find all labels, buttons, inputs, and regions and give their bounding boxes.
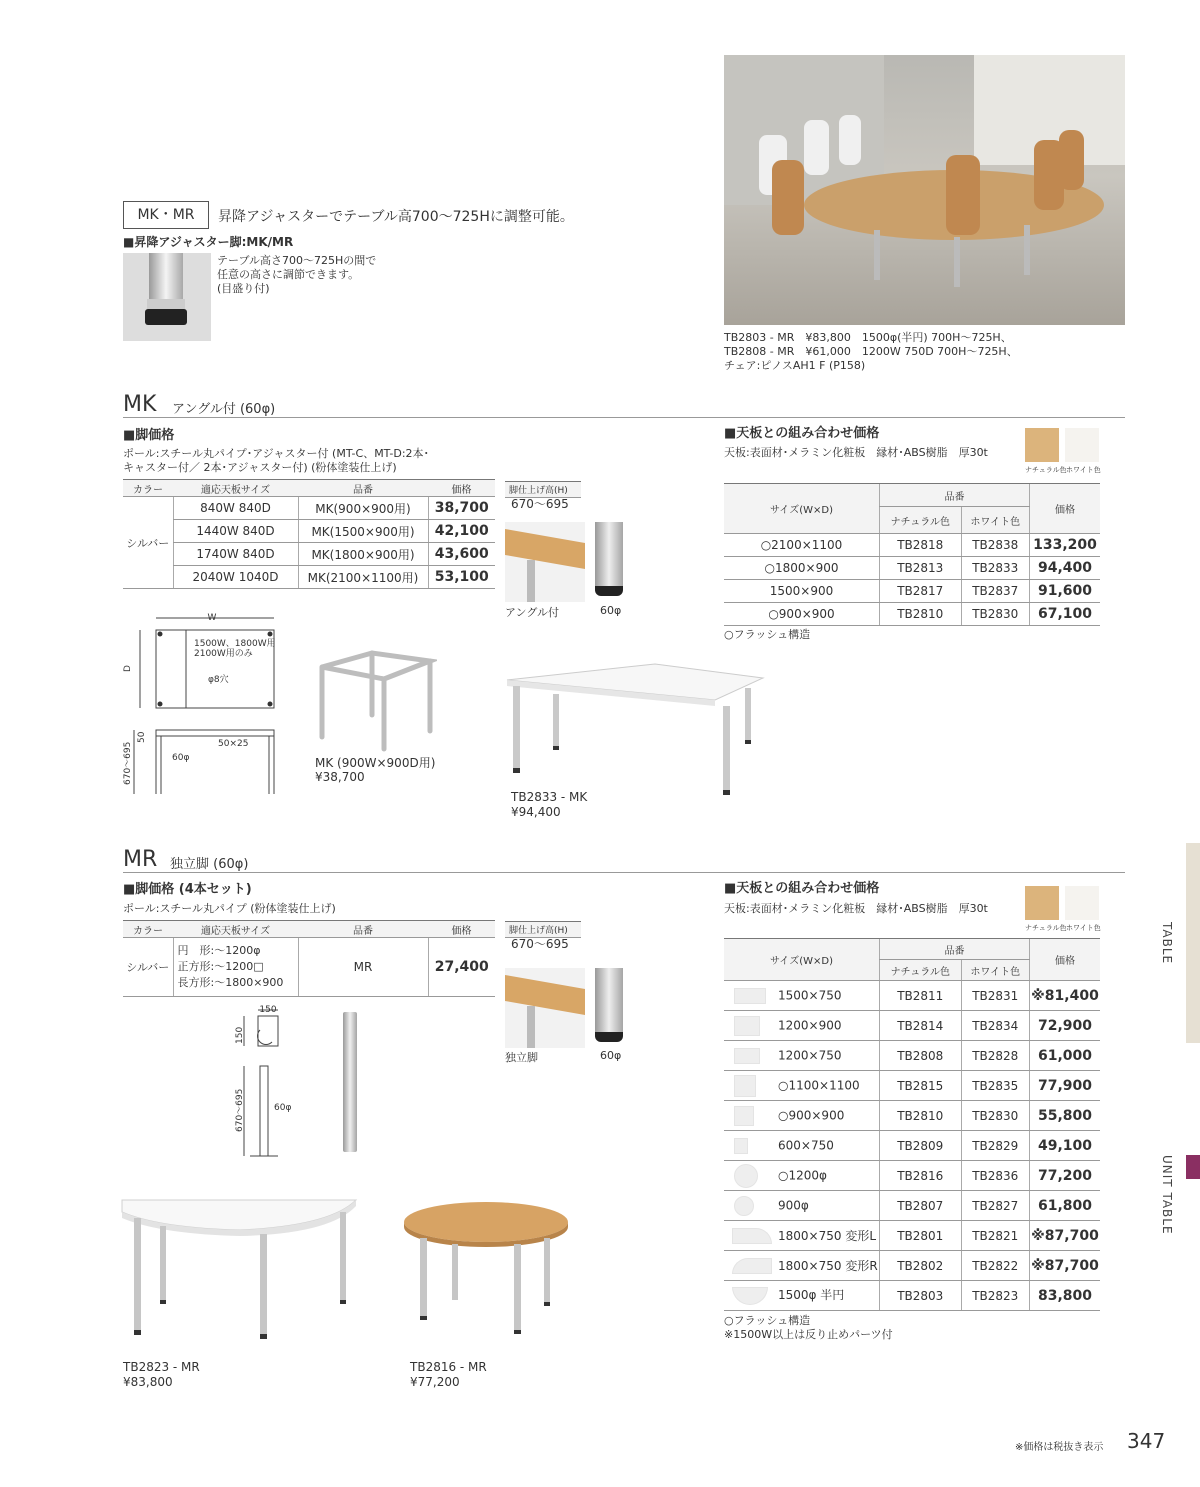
mk-title: MK — [123, 392, 157, 417]
mkmr-tag: MK・MR — [123, 201, 209, 229]
dia-w: W — [207, 613, 217, 623]
table-row: ○1100×1100 TB2815 TB2835 77,900 — [724, 1071, 1100, 1101]
mr-dia-caption: 60φ — [600, 1049, 622, 1062]
mr-swatch-white — [1065, 886, 1099, 920]
dia-angle: 50×25 — [218, 739, 249, 749]
mk-frame-caption: MK (900W×900D用) ¥38,700 — [315, 756, 436, 784]
mr-height-label: 脚仕上げ高(H) — [505, 921, 581, 938]
side-label-unit-table: UNIT TABLE — [1160, 1155, 1174, 1235]
table-row: シルバー 840W 840D MK(900×900用) 38,700 — [123, 497, 495, 520]
mk-leg-price-table — [123, 479, 495, 589]
table-row: ○1800×900 TB2813 TB2833 94,400 — [724, 557, 1100, 580]
mr-combo-table: サイズ(W×D) 品番 価格 ナチュラル色 ホワイト色 1500×750 TB2811 TB2831 ※81,400 1200×900 TB2814 TB2834 72,900 1200×750 TB2808 TB2828 61,000 ○1100×1100 TB2815 TB2835 77,900 ○900×900 TB2810 TB2830 55,800 600×750 TB2809 TB2829 49,100 ○1200φ TB2816 TB2836 77,200 900φ TB2807 TB2827 61,800 1800×750 変形L TB2801 TB2821 ※87,700 1800×750 変形R TB2802 TB2822 ※87,700 1500φ 半円 TB2803 TB2823 83,800 — [724, 938, 1100, 1311]
table-row: 1440W 840D MK(1500×900用) 42,100 — [123, 520, 495, 543]
mk-subtitle: アングル付 (60φ) — [172, 402, 276, 417]
tax-note: ※価格は税抜き表示 — [1015, 1442, 1104, 1453]
mr-leg-photo — [505, 968, 625, 1050]
col-size: 適応天板サイズ — [173, 480, 298, 497]
mkmr-description: 昇降アジャスターでテーブル高700～725Hに調整可能。 — [218, 209, 574, 225]
dia-h2: 50 — [137, 731, 147, 743]
page-number: 347 — [1127, 1429, 1166, 1453]
mr-dia-h: 670～695 — [235, 1088, 245, 1132]
mr-dia-d: 150 — [235, 1026, 245, 1044]
table-row: ○900×900 TB2810 TB2830 67,100 — [724, 603, 1100, 626]
side-index-bar — [1186, 843, 1200, 1043]
mr-leg-desc: ポール:スチール丸パイプ (粉体塗装仕上げ) — [123, 902, 336, 915]
mk-swatch-white-label: ホワイト色 — [1066, 466, 1101, 474]
mk-leg-caption: アングル付 — [505, 606, 560, 619]
mk-leg-desc: ポール:スチール丸パイプ･アジャスター付 (MT-C、MT-D:2本･ キャスター付／ 2本･アジャスター付) (粉体塗装仕上げ) — [123, 447, 430, 474]
mr-swatch-natural-label: ナチュラル色 — [1025, 924, 1067, 932]
adjuster-title: ■昇降アジャスター脚:MK/MR — [123, 235, 294, 249]
mk-table-caption: TB2833 - MK ¥94,400 — [511, 790, 588, 819]
mr-leg-price-table: カラー 適応天板サイズ 品番 価格 シルバー 円 形:～1200φ 正方形:～1200□ 長方形:～1800×900 MR 27,400 — [123, 920, 495, 997]
mk-leg-price-title: ■脚価格 — [123, 428, 175, 443]
col-code: 品番 — [298, 480, 428, 497]
mk-frame-image — [312, 645, 437, 755]
table-row: 1500×900 TB2817 TB2837 91,600 — [724, 580, 1100, 603]
table-row: シルバー 円 形:～1200φ 正方形:～1200□ 長方形:～1800×900 MR 27,400 — [123, 938, 495, 997]
mr-caption-left: TB2823 - MR ¥83,800 — [123, 1360, 200, 1389]
photo-caption: TB2803 - MR ¥83,800 1500φ(半円) 700H～725H、 TB2808 - MR ¥61,000 1200W 750D 700H～725H、 チェア:ピノスAH1 F (P158) — [724, 331, 1018, 372]
dia-h: 670～695 — [123, 741, 133, 785]
dia-note1: 1500W、1800W用 — [194, 639, 276, 649]
table-row: 1500×750 TB2811 TB2831 ※81,400 — [724, 981, 1100, 1011]
table-row: 2040W 1040D MK(2100×1100用) 53,100 — [123, 566, 495, 589]
mk-combo-note: ○フラッシュ構造 — [724, 628, 811, 641]
table-row: ○2100×1100 TB2818 TB2838 133,200 — [724, 534, 1100, 557]
mr-combo-title: ■天板との組み合わせ価格 — [724, 881, 880, 896]
side-index-active — [1186, 1155, 1200, 1179]
dia-note2: 2100W用のみ — [194, 649, 253, 659]
mk-swatch-natural-label: ナチュラル色 — [1025, 466, 1067, 474]
mr-dia-w: 150 — [259, 1005, 277, 1015]
table-row: 600×750 TB2809 TB2829 49,100 — [724, 1131, 1100, 1161]
mr-leg-diagram — [230, 1002, 310, 1162]
mr-height-value: 670～695 — [511, 937, 569, 951]
mr-leg-image — [343, 1012, 357, 1152]
mr-combo-desc: 天板:表面材･メラミン化粧板 縁材･ABS樹脂 厚30t — [724, 902, 988, 915]
mk-dia-caption: 60φ — [600, 604, 622, 617]
dia-d: D — [123, 665, 133, 672]
mr-halfround-table-image — [120, 1190, 360, 1340]
side-label-table: TABLE — [1160, 922, 1174, 965]
mr-swatch-natural — [1025, 886, 1059, 920]
mk-combo-table: サイズ(W×D) 品番 価格 ナチュラル色 ホワイト色 ○2100×1100 TB2818 TB2838 133,200 ○1800×900 TB2813 TB2833 94,400 1500×900 TB2817 TB2837 91,600 ○900×900 TB2810 TB2830 67,100 — [724, 483, 1100, 626]
mr-caption-right: TB2816 - MR ¥77,200 — [410, 1360, 487, 1389]
table-row: 1740W 840D MK(1800×900用) 43,600 — [123, 543, 495, 566]
table-row: 1200×900 TB2814 TB2834 72,900 — [724, 1011, 1100, 1041]
mr-dia-leg: 60φ — [274, 1103, 292, 1113]
table-row: 1800×750 変形R TB2802 TB2822 ※87,700 — [724, 1251, 1100, 1281]
adjuster-photo — [123, 253, 211, 341]
col-color: カラー — [123, 480, 173, 497]
mk-combo-title: ■天板との組み合わせ価格 — [724, 426, 880, 441]
col-price: 価格 — [428, 480, 495, 497]
mr-leg-caption: 独立脚 — [505, 1051, 538, 1064]
mk-angle-leg-photo — [505, 522, 625, 604]
table-row: 1500φ 半円 TB2803 TB2823 83,800 — [724, 1281, 1100, 1311]
mk-height-label: 脚仕上げ高(H) — [505, 481, 581, 498]
mk-swatch-natural — [1025, 428, 1059, 462]
adjuster-note: テーブル高さ700～725Hの間で 任意の高さに調節できます。 (目盛り付) — [217, 254, 377, 295]
table-row: ○900×900 TB2810 TB2830 55,800 — [724, 1101, 1100, 1131]
mk-frame-diagram — [120, 610, 290, 800]
table-row: 1200×750 TB2808 TB2828 61,000 — [724, 1041, 1100, 1071]
table-row: 900φ TB2807 TB2827 61,800 — [724, 1191, 1100, 1221]
table-row: ○1200φ TB2816 TB2836 77,200 — [724, 1161, 1100, 1191]
mk-combo-desc: 天板:表面材･メラミン化粧板 縁材･ABS樹脂 厚30t — [724, 446, 988, 459]
room-photo — [724, 55, 1125, 325]
dia-hole: φ8穴 — [208, 675, 229, 685]
color-cell: シルバー — [123, 497, 173, 589]
mr-subtitle: 独立脚 (60φ) — [170, 857, 249, 872]
mk-height-value: 670～695 — [511, 497, 569, 511]
mr-round-table-image — [400, 1200, 572, 1340]
mk-swatch-white — [1065, 428, 1099, 462]
mk-table-image — [505, 660, 765, 800]
mr-title: MR — [123, 847, 158, 872]
dia-leg: 60φ — [172, 753, 190, 763]
mr-swatch-white-label: ホワイト色 — [1066, 924, 1101, 932]
mr-combo-notes: ○フラッシュ構造 ※1500W以上は反り止めパーツ付 — [724, 1314, 893, 1341]
mr-leg-price-title: ■脚価格 (4本セット) — [123, 882, 252, 897]
table-row: 1800×750 変形L TB2801 TB2821 ※87,700 — [724, 1221, 1100, 1251]
